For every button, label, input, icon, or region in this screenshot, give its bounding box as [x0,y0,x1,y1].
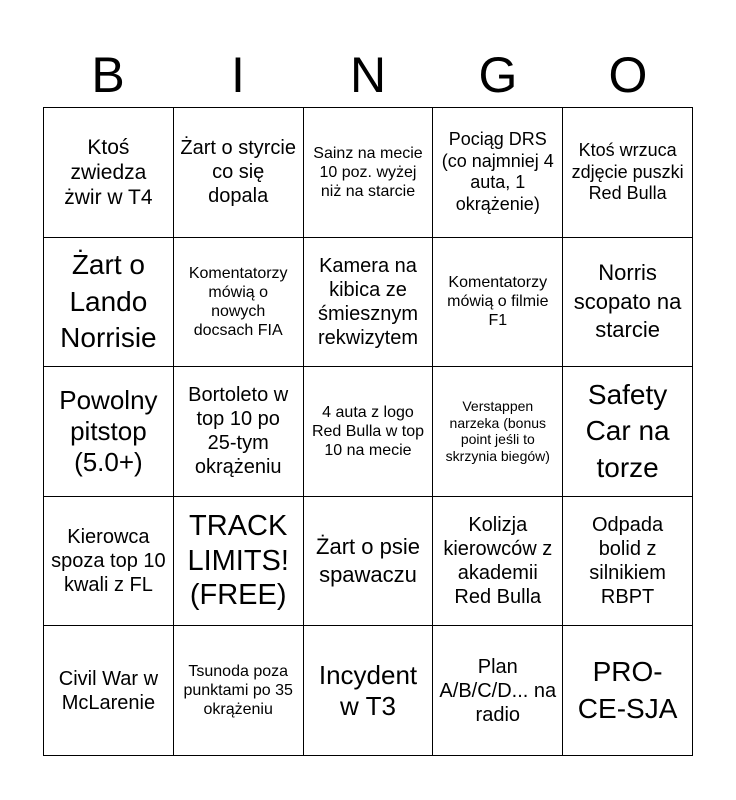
bingo-cell[interactable]: Bortoleto w top 10 po 25-tym okrążeniu [174,367,304,497]
bingo-cell[interactable]: Kierowca spoza top 10 kwali z FL [44,497,174,627]
bingo-cell[interactable]: Komentatorzy mówią o nowych docsach FIA [174,238,304,368]
header-letter-b: B [91,47,125,103]
header-letter-i: I [231,47,245,103]
bingo-cell[interactable]: Verstappen narzeka (bonus point jeśli to skrzynia biegów) [433,367,563,497]
bingo-cell[interactable]: Safety Car na torze [563,367,693,497]
bingo-cell[interactable]: Ktoś wrzuca zdjęcie puszki Red Bulla [563,108,693,238]
bingo-cell[interactable]: Plan A/B/C/D... na radio [433,626,563,756]
header-letter-g: G [478,47,518,103]
bingo-cell[interactable]: Kolizja kierowców z akademii Red Bulla [433,497,563,627]
bingo-cell[interactable]: Żart o styrcie co się dopala [174,108,304,238]
bingo-cell[interactable]: Kamera na kibica ze śmiesznym rekwizytem [304,238,434,368]
bingo-cell[interactable]: Tsunoda poza punktami po 35 okrążeniu [174,626,304,756]
bingo-cell[interactable]: Komentatorzy mówią o filmie F1 [433,238,563,368]
bingo-header [43,40,693,110]
bingo-card-grid [43,107,693,756]
bingo-cell[interactable]: Civil War w McLarenie [44,626,174,756]
bingo-cell[interactable]: Ktoś zwiedza żwir w T4 [44,108,174,238]
bingo-cell[interactable]: Norris scopato na starcie [563,238,693,368]
bingo-cell[interactable]: PRO-CE-SJA [563,626,693,756]
bingo-cell[interactable]: Pociąg DRS (co najmniej 4 auta, 1 okrążenie) [433,108,563,238]
header-letter-n: N [349,47,387,103]
bingo-cell[interactable]: Sainz na mecie 10 poz. wyżej niż na starcie [304,108,434,238]
bingo-cell[interactable]: Żart o Lando Norrisie [44,238,174,368]
bingo-cell[interactable]: TRACK LIMITS! (FREE) [174,497,304,627]
bingo-cell[interactable]: Powolny pitstop (5.0+) [44,367,174,497]
bingo-cell[interactable]: Odpada bolid z silnikiem RBPT [563,497,693,627]
bingo-cell[interactable]: Żart o psie spawaczu [304,497,434,627]
header-letter-o: O [608,47,648,103]
bingo-cell[interactable]: 4 auta z logo Red Bulla w top 10 na mecie [304,367,434,497]
bingo-cell[interactable]: Incydent w T3 [304,626,434,756]
